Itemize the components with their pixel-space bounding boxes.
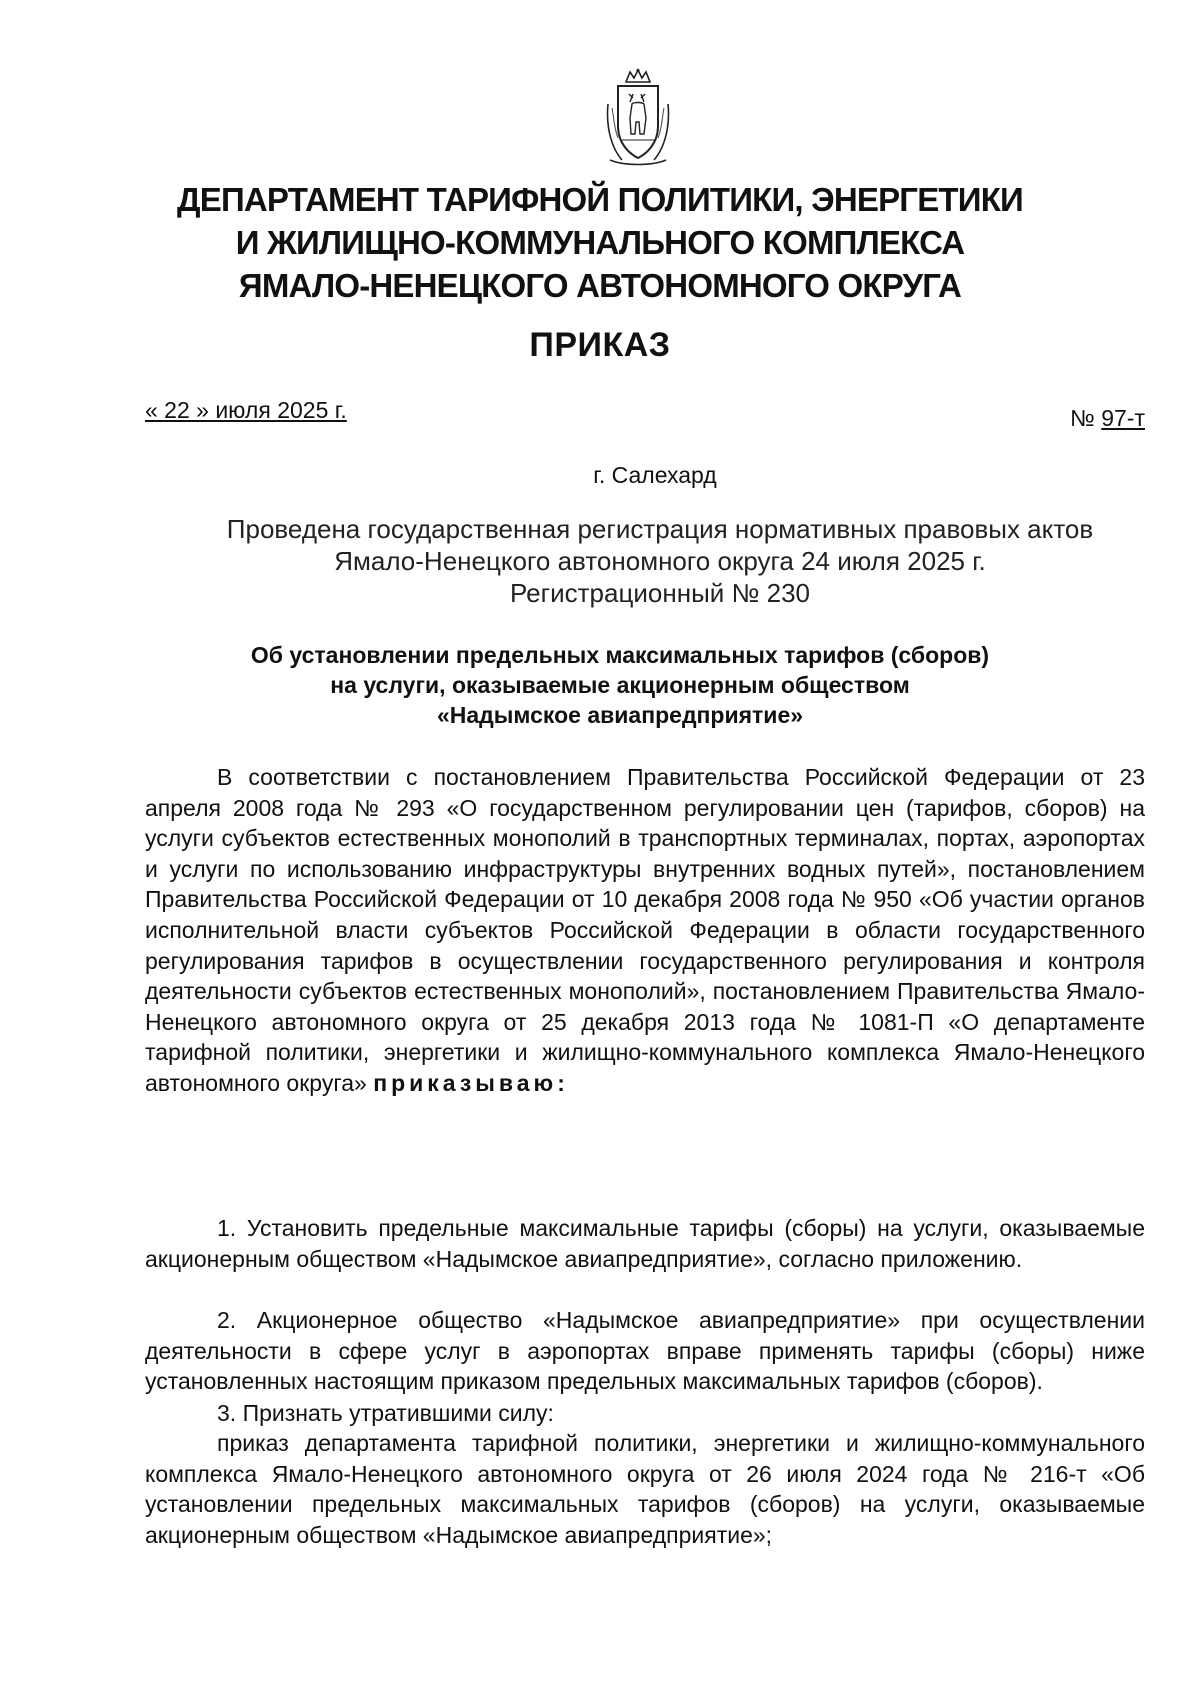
subject-line-2: на услуги, оказываемые акционерным обществом [330,672,910,698]
number-value: 97-т [1101,405,1145,431]
department-line-3: ЯМАЛО-НЕНЕЦКОГО АВТОНОМНОГО ОКРУГА [238,267,962,304]
order-item-2: 2. Акционерное общество «Надымское авиапредприятие» при осуществлении деятельности в сфере услуг в аэропортах вправе применять тарифы (сборы) ниже установленных настоящим приказом предельных максимальных тарифов (сборов). [145,1307,1145,1395]
document-subject [160,640,1080,730]
registration-line-3: Регистрационный № 230 [509,578,810,608]
number-prefix: № [1070,405,1102,431]
department-line-2: И ЖИЛИЩНО-КОММУНАЛЬНОГО КОМПЛЕКСА [235,224,965,261]
coat-of-arms-icon [600,68,676,168]
order-item-1: 1. Установить предельные максимальные тарифы (сборы) на услуги, оказываемые акционерным обществом «Надымское авиапредприятие», согласно приложению. [145,1215,1145,1272]
subject-line-1: Об установлении предельных максимальных тарифов (сборов) [250,642,990,668]
preamble-text: В соответствии с постановлением Правительства Российской Федерации от 23 апреля 2008 года № 293 «О государственном регулировании цен (тарифов, сборов) на услуги субъектов естественных монополий в транспортных терминалах, портах, аэропортах и услуги по использованию инфраструктуры внутренних водных путей», постановлением Правительства Российской Федерации от 10 декабря 2008 года № 950 «Об участии органов исполнительной власти субъектов Российской Федерации в области государственного регулирования тарифов в осуществлении государственного регулирования и контроля деятельности субъектов естественных монополий», постановлением Правительства Ямало-Ненецкого автономного округа от 25 декабря 2013 года № 1081-П «О департаменте тарифной политики, энергетики и жилищно-коммунального комплекса Ямало-Ненецкого автономного округа» [145,764,1145,1096]
preamble-paragraph [145,762,1145,1099]
registration-line-2: Ямало-Ненецкого автономного округа 24 июля 2025 г. [334,546,986,576]
city: г. Салехард [593,462,717,488]
order-item-3-repealed-act: приказ департамента тарифной политики, энергетики и жилищно-коммунального комплекса Ямало-Ненецкого автономного округа от 26 июля 2024 года № 216-т «Об установлении предельных максимальных тарифов (сборов) на услуги, оказываемые акционерным обществом «Надымское авиапредприятие»; [145,1430,1145,1548]
subject-line-3: «Надымское авиапредприятие» [436,702,804,728]
registration-stamp [160,513,1160,609]
document-type: ПРИКАЗ [529,326,671,364]
document-number [1070,405,1145,432]
department-name [150,178,1050,307]
registration-line-1: Проведена государственная регистрация нормативных правовых актов [226,514,1094,544]
department-line-1: ДЕПАРТАМЕНТ ТАРИФНОЙ ПОЛИТИКИ, ЭНЕРГЕТИКИ [177,181,1023,218]
document-date: « 22 » июля 2025 г. [145,397,347,423]
order-item-3: 3. Признать утратившими силу: [217,1400,554,1426]
order-word: приказываю: [373,1069,569,1096]
